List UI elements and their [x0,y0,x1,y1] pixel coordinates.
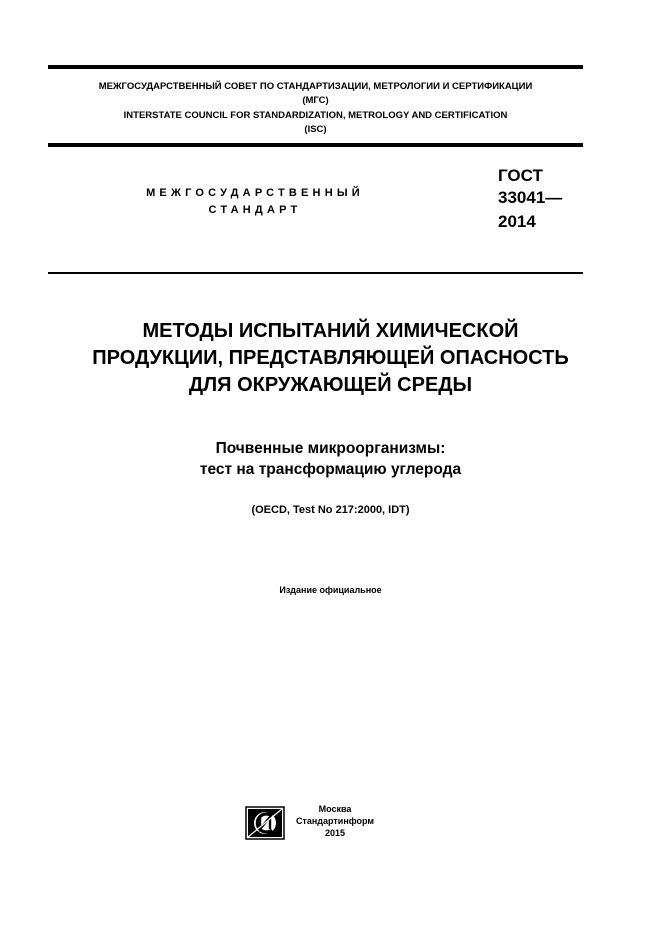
source-reference: (OECD, Test No 217:2000, IDT) [251,504,410,516]
council-abbr-ru: (МГС) [302,95,329,106]
top-rule [48,65,583,69]
standard-kind-line2: СТАНДАРТ [208,204,302,216]
document-title-line2: ПРОДУКЦИИ, ПРЕДСТАВЛЯЮЩЕЙ ОПАСНОСТЬ [92,347,569,369]
document-subtitle-line1: Почвенные микроорганизмы: [215,440,446,457]
document-subtitle-line2: тест на трансформацию углерода [199,461,462,478]
standard-kind-line1: МЕЖГОСУДАРСТВЕННЫЙ [146,187,364,199]
publisher-city: Москва [318,804,352,814]
gost-label: ГОСТ [498,166,543,185]
middle-rule [48,143,583,147]
gost-year: 2014 [498,212,536,231]
document-title-line1: МЕТОДЫ ИСПЫТАНИЙ ХИМИЧЕСКОЙ [142,320,519,342]
council-abbr-en: (ISC) [304,124,327,135]
publisher-name: Стандартинформ [295,816,375,826]
gost-number: 33041— [498,188,563,207]
document-title-line3: ДЛЯ ОКРУЖАЮЩЕЙ СРЕДЫ [188,374,473,396]
council-name-en: INTERSTATE COUNCIL FOR STANDARDIZATION, METROLOGY AND CERTIFICATION [123,110,508,121]
edition-note: Издание официальное [279,585,382,595]
bottom-rule [48,272,583,274]
publication-year: 2015 [324,828,346,838]
standartinform-logo-icon [245,806,285,840]
council-name-ru: МЕЖГОСУДАРСТВЕННЫЙ СОВЕТ ПО СТАНДАРТИЗАЦИИ, МЕТРОЛОГИИ И СЕРТИФИКАЦИИ [98,81,533,92]
